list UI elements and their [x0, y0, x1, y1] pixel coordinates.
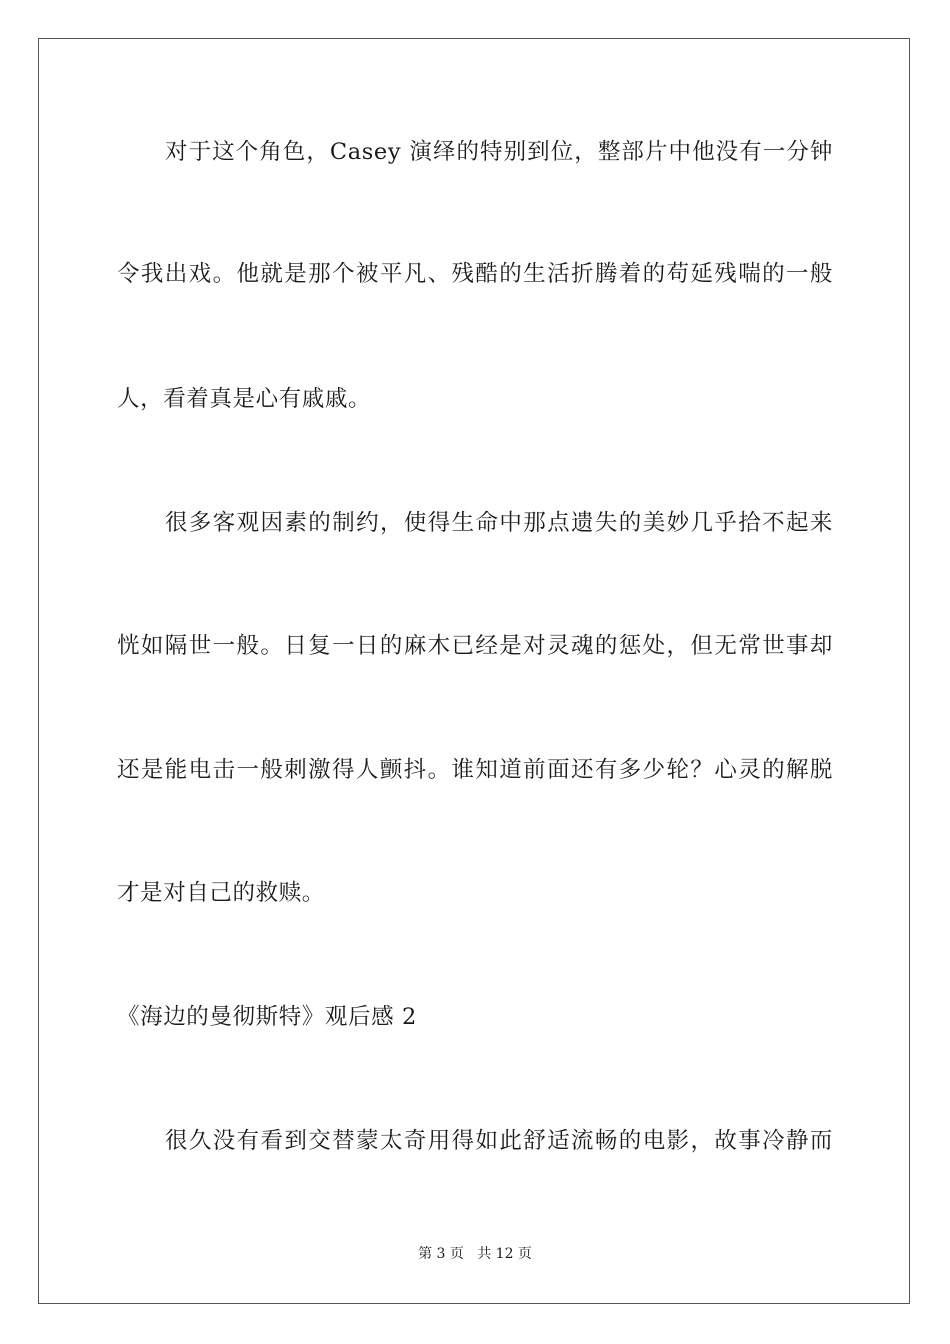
page-border [38, 38, 910, 1304]
paragraph-line: 才是对自己的救赎。 [117, 880, 325, 906]
paragraph-line: 恍如隔世一般。日复一日的麻木已经是对灵魂的惩处，但无常世事却 [117, 633, 833, 659]
page-footer: 第 3 页 共 12 页 [418, 1246, 532, 1262]
paragraph-line: 人，看着真是心有戚戚。 [117, 386, 372, 412]
paragraph-line: 对于这个角色，Casey 演绎的特别到位，整部片中他没有一分钟 [165, 139, 833, 165]
paragraph-line: 令我出戏。他就是那个被平凡、残酷的生活折腾着的苟延残喘的一般 [117, 261, 833, 287]
paragraph-line: 很多客观因素的制约，使得生命中那点遗失的美妙几乎拾不起来 [165, 510, 833, 536]
paragraph-line: 很久没有看到交替蒙太奇用得如此舒适流畅的电影，故事冷静而 [165, 1128, 833, 1154]
paragraph-line: 还是能电击一般刺激得人颤抖。谁知道前面还有多少轮？心灵的解脱 [117, 757, 833, 783]
section-heading: 《海边的曼彻斯特》观后感 2 [117, 1004, 417, 1030]
